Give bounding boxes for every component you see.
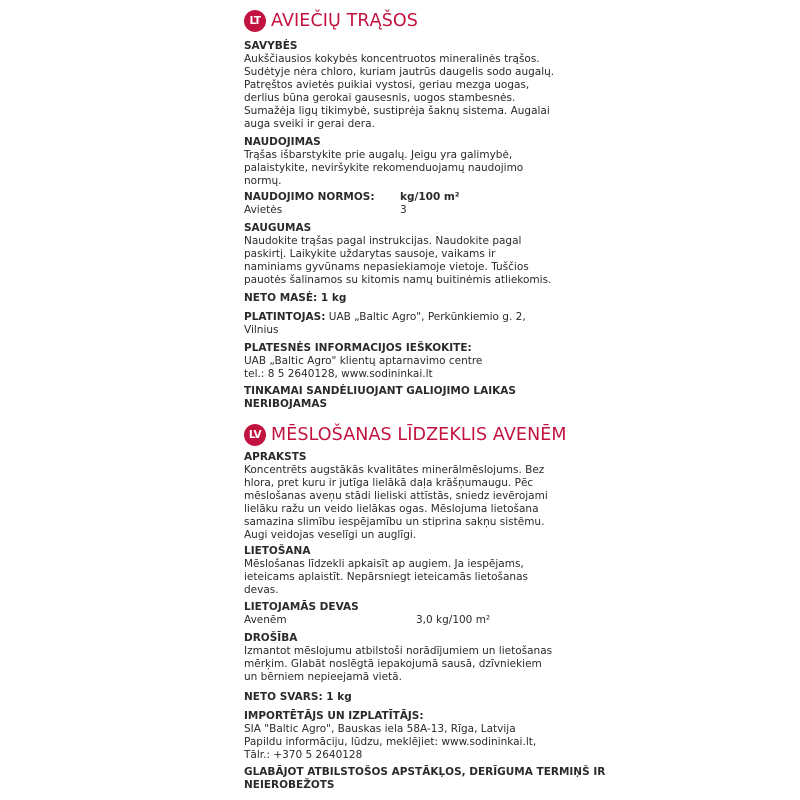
text-line: mēslošanas aveņu stādi lieliski attīstās, sniedz ievērojami — [244, 490, 548, 502]
lv-safety-text — [244, 645, 552, 684]
lt-section — [244, 8, 574, 34]
lt-info-text — [244, 355, 482, 381]
lv-importer-text — [244, 723, 536, 762]
text-line: lielāku ražu un veido lielākas ogas. Mēslojuma lietošana — [244, 503, 539, 515]
lv-safety — [244, 632, 552, 684]
text-line: Patręštos avietės puikiai vystosi, geriau mezga uogas, — [244, 79, 530, 91]
lt-rates-unit: kg/100 m² — [400, 191, 460, 203]
lt-rates-heading: NAUDOJIMO NORMOS: — [244, 191, 375, 203]
lt-safety-text — [244, 235, 551, 287]
text-line: TINKAMAI SANDĖLIUOJANT GALIOJIMO LAIKAS — [244, 385, 516, 397]
lv-title: MĒSLOŠANAS LĪDZEKLIS AVENĒM — [271, 425, 567, 445]
lt-distributor-line — [244, 311, 526, 324]
text-line: un bērniem nepieejamā vietā. — [244, 671, 402, 683]
text-line: Mēslošanas līdzekli apkaisīt ap augiem. Ja iespējams, — [244, 558, 524, 570]
lt-header — [244, 8, 574, 34]
lv-doses-row — [244, 614, 490, 627]
lt-properties-heading: SAVYBĖS — [244, 40, 298, 52]
text-line: NERIBOJAMAS — [244, 398, 328, 410]
lt-rates-header-row — [244, 191, 459, 204]
lt-usage-text — [244, 149, 523, 188]
text-line: auga sveiki ir gerai dera. — [244, 118, 375, 130]
lv-usage — [244, 545, 528, 597]
lt-distributor-city: Vilnius — [244, 324, 279, 336]
lv-doses-value: 3,0 kg/100 m² — [416, 614, 491, 626]
lv-language-badge: LV — [244, 424, 266, 446]
lv-doses-crop: Avenēm — [244, 614, 287, 626]
text-line: paskirtį. Laikykite uždarytas sausoje, vaikams ir — [244, 248, 496, 260]
text-line: GLABĀJOT ATBILSTOŠOS APSTĀKĻOS, DERĪGUMA TERMIŅŠ IR — [244, 766, 606, 778]
lt-title: AVIEČIŲ TRĄŠOS — [271, 11, 419, 31]
lv-section — [244, 422, 584, 448]
text-line: naminiams gyvūnams nepasiekiamoje vietoje. Tuščios — [244, 261, 529, 273]
lt-rates-value-row — [244, 204, 459, 217]
lt-distributor-address: UAB „Baltic Agro", Perkūnkiemio g. 2, — [325, 311, 526, 323]
lt-info — [244, 342, 482, 381]
text-line: Trąšas išbarstykite prie augalų. Jeigu yra galimybė, — [244, 149, 513, 161]
lv-description-heading: APRAKSTS — [244, 451, 307, 463]
lt-rates-value: 3 — [400, 204, 407, 216]
text-line: palaistykite, neviršykite rekomenduojamų naudojimo — [244, 162, 524, 174]
lv-usage-heading: LIETOŠANA — [244, 545, 311, 557]
text-line: derlius būna gerokai gausesnis, uogos stambesnės. — [244, 92, 516, 104]
text-line: hlora, pret kuru ir jutīga lielākā daļa krāšņumaugu. Pēc — [244, 477, 534, 489]
lt-shelf-life — [244, 385, 516, 411]
lv-description-text — [244, 464, 548, 542]
text-line: Sumažėja ligų tikimybė, sustiprėja šaknų sistema. Augalai — [244, 105, 550, 117]
lt-distributor-label: PLATINTOJAS: — [244, 311, 326, 323]
lt-usage — [244, 136, 523, 188]
lt-net-mass: NETO MASĖ: 1 kg — [244, 292, 347, 304]
text-line: Izmantot mēslojumu atbilstoši norādījumiem un lietošanas — [244, 645, 553, 657]
text-line: samazina slimību iespējamību un stiprina sakņu sistēmu. — [244, 516, 545, 528]
lv-importer-heading: IMPORTĒTĀJS UN IZPLATĪTĀJS: — [244, 710, 424, 722]
lv-usage-text — [244, 558, 528, 597]
lt-distributor — [244, 311, 526, 337]
text-line: mērķim. Glabāt noslēgtā iepakojumā sausā, dzīvniekiem — [244, 658, 542, 670]
lv-safety-heading: DROŠĪBA — [244, 632, 298, 644]
lv-storage — [244, 766, 605, 792]
text-line: Naudokite trąšas pagal instrukcijas. Naudokite pagal — [244, 235, 522, 247]
lt-rates-crop: Avietės — [244, 204, 283, 216]
text-line: pauotės šalinamos su kitomis namų buitinėmis atliekomis. — [244, 274, 552, 286]
lt-properties-text — [244, 53, 554, 131]
text-line: Aukščiausios kokybės koncentruotos mineralinės trąšos. — [244, 53, 540, 65]
text-line: NEIEROBEŽOTS — [244, 779, 335, 791]
lv-net-weight: NETO SVARS: 1 kg — [244, 691, 352, 703]
lt-properties — [244, 40, 554, 131]
lv-description — [244, 451, 548, 542]
text-line: SIA "Baltic Agro", Bauskas iela 58A-13, Rīga, Latvija — [244, 723, 516, 735]
lt-rates — [244, 191, 459, 217]
lt-usage-heading: NAUDOJIMAS — [244, 136, 321, 148]
lv-header — [244, 422, 584, 448]
text-line: Sudėtyje nėra chloro, kuriam jautrūs daugelis sodo augalų. — [244, 66, 555, 78]
text-line: tel.: 8 5 2640128, www.sodininkai.lt — [244, 368, 433, 380]
text-line: Koncentrēts augstākās kvalitātes minerālmēslojums. Bez — [244, 464, 545, 476]
lv-doses — [244, 601, 490, 627]
text-line: ieteicams aplaistīt. Nepārsniegt ieteicamās lietošanas — [244, 571, 528, 583]
text-line: UAB „Baltic Agro" klientų aptarnavimo centre — [244, 355, 483, 367]
lt-safety — [244, 222, 551, 287]
lt-safety-heading: SAUGUMAS — [244, 222, 312, 234]
text-line: devas. — [244, 584, 279, 596]
lt-info-heading: PLATESNĖS INFORMACIJOS IEŠKOKITE: — [244, 342, 472, 354]
text-line: Augi veidojas veselīgi un auglīgi. — [244, 529, 417, 541]
lv-doses-heading: LIETOJAMĀS DEVAS — [244, 601, 359, 613]
lt-language-badge: LT — [244, 10, 266, 32]
text-line: Papildu informāciju, lūdzu, meklējiet: www.sodininkai.lt, — [244, 736, 537, 748]
text-line: Tālr.: +370 5 2640128 — [244, 749, 363, 761]
lv-importer — [244, 710, 536, 762]
text-line: normų. — [244, 175, 282, 187]
